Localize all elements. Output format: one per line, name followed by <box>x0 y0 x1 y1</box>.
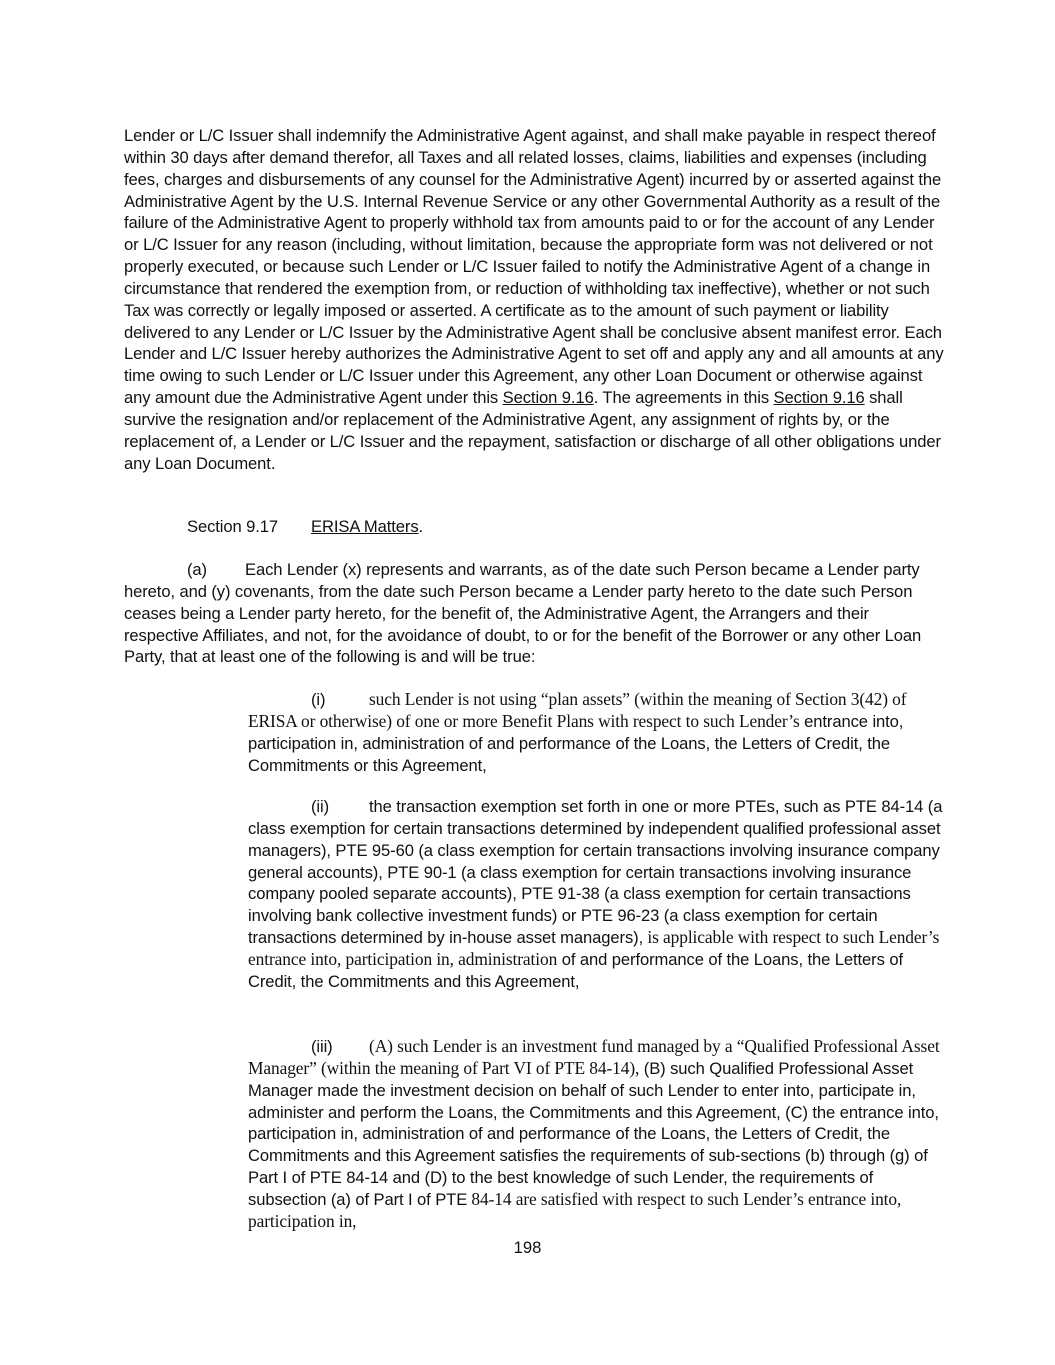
indemnity-text-2: . The agreements in this <box>593 388 774 408</box>
item-ii-text-serif: is applicable with respect to such Lender’s entrance into, participation in, administration <box>248 927 940 969</box>
section-title-suffix: . <box>418 517 424 536</box>
item-i-text: entrance into, participation in, administration of and performance of the Loans, the Letters of Credit, the Commitments or this Agreement, <box>248 711 904 775</box>
item-i-marker: (i) <box>311 690 326 709</box>
item-iii-marker: (iii) <box>311 1037 333 1056</box>
item-iii-paragraph <box>248 1036 948 1233</box>
item-ii-marker: (ii) <box>311 797 330 816</box>
section-title: ERISA Matters <box>311 517 419 536</box>
section-heading <box>187 516 423 538</box>
indemnity-text-1: Lender or L/C Issuer shall indemnify the Administrative Agent against, and shall make payable in respect thereof within 30 days after demand therefor, all Taxes and all related losses, claims, liabilities and expenses (including fees, charges and disbursements of any counsel for the Administrative Agent) incurred by or asserted against the Administrative Agent by the U.S. Internal Revenue Service or any other Governmental Authority as a result of the failure of the Administrative Agent to properly withhold tax from amounts paid to or for the account of any Lender or L/C Issuer for any reason (including, without limitation, because the appropriate form was not delivered or not properly executed, or because such Lender or L/C Issuer failed to notify the Administrative Agent of a change in circumstance that rendered the exemption from, or reduction of withholding tax ineffective), whether or not such Tax was correctly or legally imposed or asserted. A certificate as to the amount of such payment or liability delivered to any Lender or L/C Issuer by the Administrative Agent shall be conclusive absent manifest error. Each Lender and L/C Issuer hereby authorizes the Administrative Agent to set off and apply any and all amounts at any time owing to such Lender or L/C Issuer under this Agreement, any other Loan Document or otherwise against any amount due the Administrative Agent under this <box>124 126 944 408</box>
section-reference-link: Section 9.16 <box>502 388 594 408</box>
item-ii-text: the transaction exemption set forth in one or more PTEs, such as PTE 84-14 (a class exemption for certain transactions determined by independent qualified professional asset managers), PTE 95-60 (a class exemption for certain transactions involving insurance company general accounts), PTE 90-1 (a class exemption for certain transactions involving insurance company pooled separate accounts), PTE 91-38 (a class exemption for certain transactions involving bank collective investment funds) or PTE 96-23 (a class exemption for certain transactions determined by in-house asset managers), <box>248 797 943 948</box>
item-iii-text: (B) such Qualified Professional Asset Manager made the investment decision on behalf of such Lender to enter into, participate in, administer and perform the Loans, the Commitments and this Agreement, (C) the entrance into, participation in, administration of and performance of the Loans, the Letters of Credit, the Commitments and this Agreement satisfies the requirements of sub-sections (b) through (g) of Part I of PTE 84-14 and (D) to the best knowledge of such Lender, the requirements of subsection (a) of Part I of PTE <box>248 1058 939 1209</box>
item-iii-text-serif: (A) such Lender is an investment fund managed by a “Qualified Professional Asset Manager” (within the meaning of Part VI of PTE 84-14), <box>248 1036 940 1078</box>
item-i-text-serif: such Lender is not using “plan assets” (within the meaning of Section 3(42) of ERISA or otherwise) of one or more Benefit Plans with respect to such Lender’s <box>248 689 907 731</box>
section-number: Section 9.17 <box>187 517 279 536</box>
section-reference-link: Section 9.16 <box>773 388 865 408</box>
item-iii-text-serif-2: 84-14 are satisfied with respect to such Lender’s entrance into, participation in, <box>248 1188 902 1231</box>
indemnity-text-3: shall survive the resignation and/or replacement of the Administrative Agent, any assignment of rights by, or the replacement of, a Lender or L/C Issuer and the repayment, satisfaction or discharge of all other obligations under any Loan Document. <box>124 388 941 473</box>
clause-a-text: Each Lender (x) represents and warrants, as of the date such Person became a Lender party hereto, and (y) covenants, from the date such Person became a Lender party hereto to the date such Person ceases being a Lender party hereto, for the benefit of, the Administrative Agent, the Arrangers and their respective Affiliates, and not, for the avoidance of doubt, to or for the benefit of the Borrower or any other Loan Party, that at least one of the following is and will be true: <box>124 560 922 667</box>
page-number: 198 <box>513 1238 542 1257</box>
item-ii-text-2: of and performance of the Loans, the Letters of Credit, the Commitments and this Agreement, <box>248 949 903 991</box>
clause-a-paragraph <box>124 559 944 668</box>
item-i-paragraph <box>248 689 948 776</box>
clause-a-marker: (a) <box>187 560 207 579</box>
item-ii-paragraph <box>248 796 948 993</box>
indemnity-paragraph <box>124 125 944 475</box>
